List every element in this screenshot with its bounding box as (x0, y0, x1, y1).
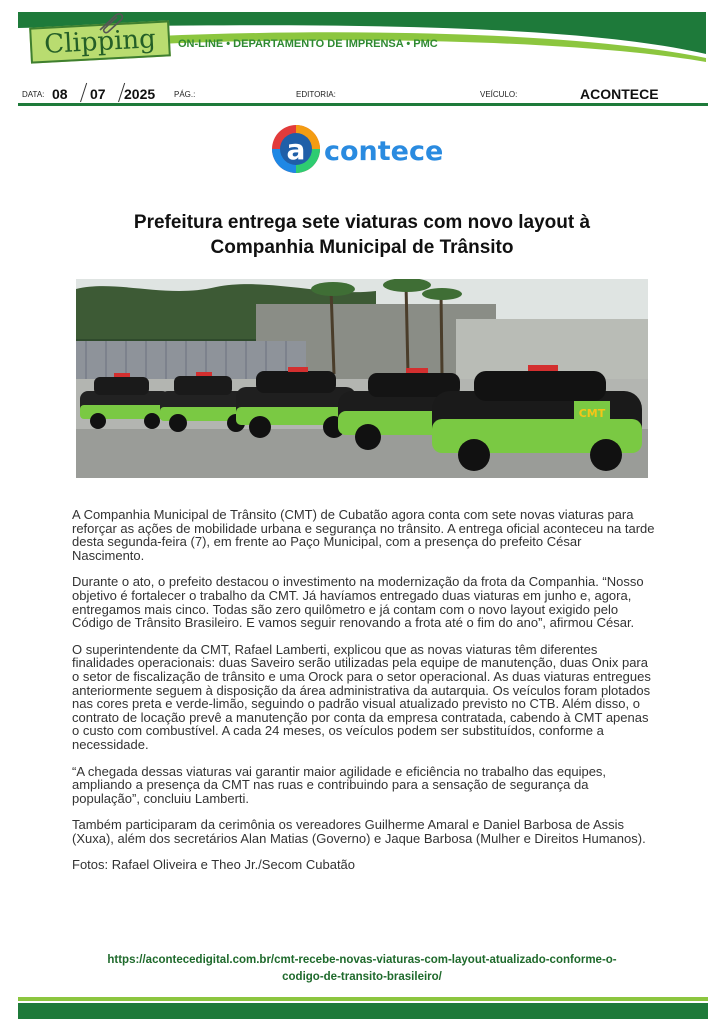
date-separator (80, 83, 87, 102)
meta-row (22, 80, 708, 102)
source-url[interactable] (40, 952, 684, 986)
page-label: PÁG.: (174, 90, 196, 99)
logo-wordmark: contece (324, 136, 444, 167)
paperclip-icon (96, 12, 126, 34)
article-title (70, 210, 654, 260)
article-title-line: Companhia Municipal de Trânsito (210, 237, 514, 258)
article-paragraph: A Companhia Municipal de Trânsito (CMT) de Cubatão agora conta com sete novas viaturas para reforçar as ações de mobilidade urbana e segurança no trânsito. A entrega oficial aconteceu na tarde desta segunda-feira (7), em frente ao Paço Municipal, com a presença do prefeito César Nascimento. (72, 507, 655, 563)
meta-divider (18, 103, 708, 106)
photo-credit: Fotos: Rafael Oliveira e Theo Jr./Secom Cubatão (72, 857, 356, 873)
footer-bar (18, 1003, 708, 1019)
article-paragraph: Também participaram da cerimônia os vereadores Guilherme Amaral e Daniel Barbosa de Assis (Xuxa), além dos secretários Alan Matias (Governo) e Jaque Barbosa (Mulher e Direitos Humanos). (72, 817, 646, 846)
article-paragraph: O superintendente da CMT, Rafael Lamberti, explicou que as novas viaturas têm diferentes finalidades operacionais: duas Saveiro serão utilizadas pela equipe de manutenção, duas Onix para o setor de fiscalização de trânsito e uma Orock para o setor operacional. As duas viaturas entregues anteriormente seguem à disposição da área administrativa da autarquia. Os veículos foram plotados nas cores preta e verde-limão, seguindo o padrão visual atualizado previsto no CTB. Além disso, o contrato de locação prevê a manutenção por conta da empresa contratada, cabendo à CMT apenas o custo com combustível. A cada 24 meses, os veículos podem ser substituídos, conforme a necessidade. (72, 641, 651, 752)
article-title-line: Prefeitura entrega sete viaturas com novo layout à (133, 212, 591, 233)
logo-letter: a (286, 133, 306, 166)
vehicle-name: ACONTECE (580, 86, 659, 102)
article-paragraph: Durante o ato, o prefeito destacou o investimento na modernização da frota da Companhia. “Nosso objetivo é fortalecer o trabalho da CMT. Já havíamos entregado duas viaturas em junho e, agora, entregamos mais cinco. Todas são zero quilômetro e já contam com o novo layout exigido pelo Código de Trânsito Brasileiro. E vamos seguir renovando a frota até o fim do ano”, afirmou César. (72, 574, 644, 631)
editorial-label: EDITORIA: (296, 90, 336, 99)
footer-accent-bar (18, 997, 708, 1001)
car-badge-text: CMT (578, 407, 606, 420)
date-day: 08 (52, 86, 68, 102)
department-line: ON-LINE • DEPARTAMENTO DE IMPRENSA • PMC (178, 38, 438, 50)
date-month: 07 (90, 86, 106, 102)
source-url-line[interactable]: https://acontecedigital.com.br/cmt-recebe-novas-viaturas-com-layout-atualizado-conforme-o- (107, 954, 617, 966)
acontece-logo (270, 122, 454, 176)
article-body (72, 508, 656, 885)
article-photo (76, 279, 648, 478)
article-paragraph: “A chegada dessas viaturas vai garantir maior agilidade e eficiência no trabalho das equipes, ampliando a presença da CMT nas ruas e contribuindo para a sensação de segurança da população”, concluiu Lamberti. (72, 763, 607, 806)
vehicle-label: VEÍCULO: (480, 90, 518, 99)
clipping-label: Clipping (43, 24, 157, 60)
date-label: DATA: (22, 90, 45, 99)
source-url-line[interactable]: codigo-de-transito-brasileiro/ (282, 971, 442, 983)
date-year: 2025 (124, 86, 156, 102)
